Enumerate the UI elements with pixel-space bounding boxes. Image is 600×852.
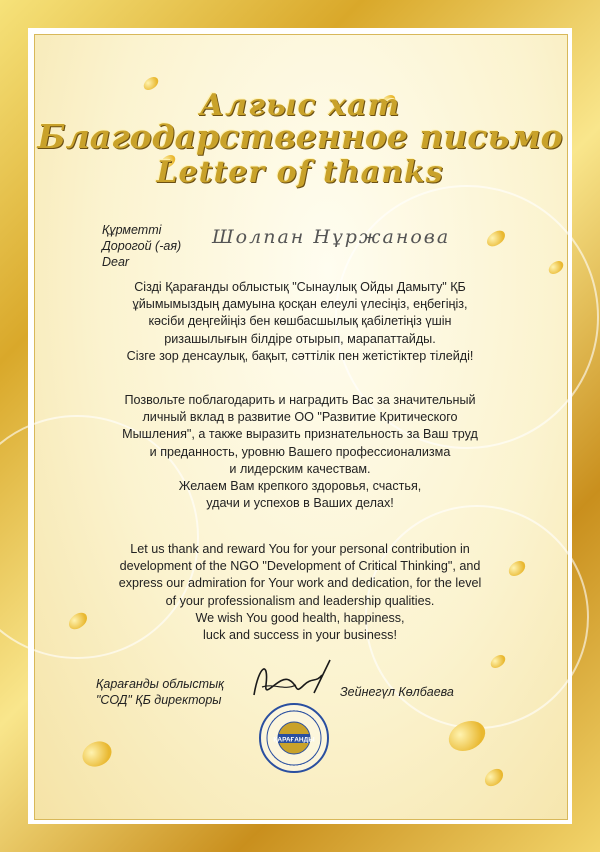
body-line: of your professionalism and leadership qualities. [165,593,435,608]
recipient-name: Шолпан Нұржанова [212,226,451,248]
body-line: luck and success in your business! [203,628,397,643]
body-line: Позвольте поблагодарить и наградить Вас за значительный [124,393,476,407]
signatory-title-line: Қарағанды облыстық [96,677,225,691]
body-line: Мышления", а также выразить признательность за Ваш труд [122,427,478,442]
stamp-seal-icon [258,702,330,774]
body-line: express our admiration for Your work and dedication, for the level [118,576,482,591]
body-line: development of the NGO "Development of Critical Thinking", and [119,559,481,574]
signature-icon [244,655,334,705]
stamp-center-text: ҚАРАҒАНДЫ [273,736,315,744]
body-line: Let us thank and reward You for your personal contribution in [130,542,470,556]
salutation-russian: Дорогой (-ая) [102,239,182,253]
signatory-title [96,676,224,708]
body-russian [80,392,520,512]
body-line: личный вклад в развитие ОО "Развитие Критического [142,410,458,425]
body-line: ұйымымыздың дамуына қосқан елеулі үлесіңіз, еңбегіңіз, [132,297,468,312]
body-english [80,541,520,644]
body-line: и лидерским качествам. [229,461,371,476]
body-line: удачи и успехов в Ваших делах! [206,496,394,511]
signatory-title-line: "СОД" ҚБ директоры [96,693,222,707]
body-line: Сізді Қарағанды облыстық "Сынаулық Ойды Дамыту" ҚБ [134,280,466,294]
body-line: кәсіби деңгейіңіз бен көшбасшылық қабілетіңіз үшін [148,314,452,329]
title-russian: Благодарственное письмо [37,117,563,156]
salutation-english: Dear [102,255,130,269]
title-english: Letter of thanks [156,155,444,190]
body-line: Сізге зор денсаулық, бақыт, сәттілік пен жетістіктер тілейді! [126,348,474,363]
salutation-kazakh: Құрметті [102,223,162,237]
body-line: и преданность, уровню Вашего профессионализма [149,444,451,459]
body-line: ризашылығын білдіре отырып, марапаттайды. [164,331,436,346]
signatory-name: Зейнегүл Көлбаева [340,685,454,699]
body-kazakh [80,279,520,365]
title-kazakh: Алғыс хат [199,88,401,123]
body-line: We wish You good health, happiness, [195,610,405,625]
body-line: Желаем Вам крепкого здоровья, счастья, [178,479,422,494]
